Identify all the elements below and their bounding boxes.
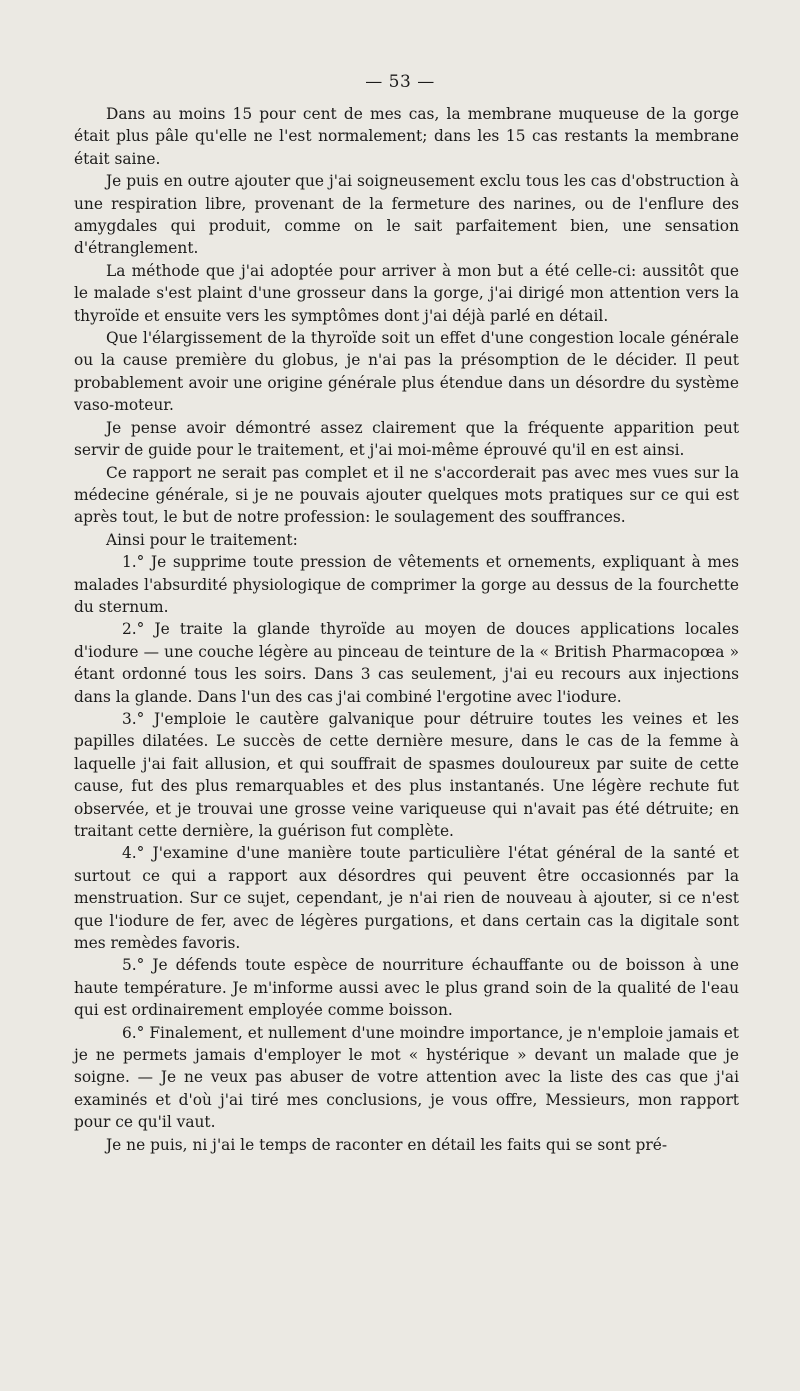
paragraph: Dans au moins 15 pour cent de mes cas, la membrane muqueuse de la gorge était plus pâle qu'elle ne l'est normalement; dans les 15 cas restants la membrane était saine. [74, 105, 739, 168]
treatment-heading: Ainsi pour le traitement: [106, 530, 298, 549]
paragraph: Ce rapport ne serait pas complet et il ne s'accorderait pas avec mes vues sur la médecine générale, si je ne pouvais ajouter quelques mots pratiques sur ce qui est après tout, le but de notre profession: le soulagement des souffrances. [74, 463, 739, 527]
paragraph: Je ne puis, ni j'ai le temps de raconter en détail les faits qui se sont pré- [106, 1135, 668, 1154]
page-number: — 53 — [365, 72, 435, 92]
paragraph: Je puis en outre ajouter que j'ai soigneusement exclu tous les cas d'obstruction à une respiration libre, provenant de la fermeture des narines, ou de l'enflure des amygdales qui produit, comme on le sait parfaitement bien, une sensation d'étranglement. [74, 172, 739, 258]
treatment-item-2: 2.° Je traite la glande thyroïde au moyen de douces applications locales d'iodure — une couche légère au pinceau de teinture de la « British Pharmacopœa » étant ordonné tous les soirs. Dans 3 cas seulement, j'ai eu recours aux injections dans la glande. Dans l'un des cas j'ai combiné l'ergotine avec l'iodure. [74, 620, 739, 706]
paragraph: Que l'élargissement de la thyroïde soit un effet d'une congestion locale générale ou la cause première du globus, je n'ai pas la présomption de le décider. Il peut probablement avoir une origine générale plus étendue dans un désordre du système vaso-moteur. [74, 329, 739, 415]
treatment-item-6: 6.° Finalement, et nullement d'une moindre importance, je n'emploie jamais et je ne permets jamais d'employer le mot « hystérique » devant un malade que je soigne. — Je ne veux pas abuser de votre attention avec la liste des cas que j'ai examinés et d'où j'ai tiré mes conclusions, je vous offre, Messieurs, mon rapport pour ce qu'il vaut. [74, 1023, 739, 1132]
treatment-item-1: 1.° Je supprime toute pression de vêtements et ornements, expliquant à mes malades l'absurdité physiologique de comprimer la gorge au dessus de la fourchette du sternum. [74, 553, 739, 616]
body-text [74, 103, 739, 1156]
paragraph: La méthode que j'ai adoptée pour arriver à mon but a été celle-ci: aussitôt que le malade s'est plaint d'une grosseur dans la gorge, j'ai dirigé mon attention vers la thyroïde et ensuite vers les symptômes dont j'ai déjà parlé en détail. [74, 261, 739, 325]
treatment-item-4: 4.° J'examine d'une manière toute particulière l'état général de la santé et surtout ce qui a rapport aux désordres qui peuvent être occasionnés par la menstruation. Sur ce sujet, cependant, je n'ai rien de nouveau à ajouter, si ce n'est que l'iodure de fer, avec de légères purgations, et dans certain cas la digitale sont mes remèdes favoris. [74, 844, 739, 953]
treatment-item-3: 3.° J'emploie le cautère galvanique pour détruire toutes les veines et les papilles dilatées. Le succès de cette dernière mesure, dans le cas de la femme à laquelle j'ai fait allusion, et qui souffrait de spasmes douloureux par suite de cette cause, fut des plus remarquables et des plus instantanés. Une légère rechute fut observée, et je trouvai une grosse veine variqueuse qui n'avait pas été détruite; en traitant cette dernière, la guérison fut complète. [74, 709, 739, 840]
treatment-item-5: 5.° Je défends toute espèce de nourriture échauffante ou de boisson à une haute température. Je m'informe aussi avec le plus grand soin de la qualité de l'eau qui est ordinairement employée comme boisson. [74, 956, 739, 1020]
paragraph: Je pense avoir démontré assez clairement que la fréquente apparition peut servir de guide pour le traitement, et j'ai moi-même éprouvé qu'il en est ainsi. [74, 418, 739, 460]
